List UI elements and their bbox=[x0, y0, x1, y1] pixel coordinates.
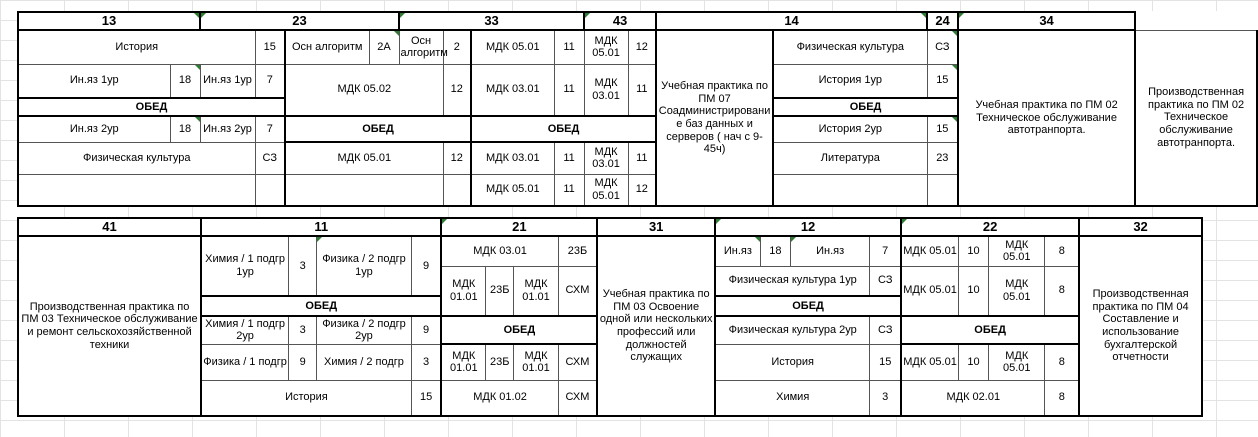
lesson-cell: Физическая культура bbox=[773, 30, 927, 64]
lesson-cell: МДК 01.01 bbox=[441, 344, 485, 380]
empty-cell bbox=[285, 174, 443, 206]
lesson-cell: Химия bbox=[715, 380, 870, 416]
group-header-32: 32 bbox=[1079, 218, 1202, 236]
room-cell: 11 bbox=[554, 30, 584, 64]
practice-description-43: Учебная практика по ПМ 07 Соадминистрировани е баз данных и серверов ( нач с 9-45ч) bbox=[656, 30, 773, 206]
room-cell: 9 bbox=[411, 236, 441, 296]
group-header-24: 24 bbox=[927, 12, 958, 30]
room-cell: 8 bbox=[1045, 344, 1079, 380]
room-cell: 11 bbox=[554, 64, 584, 116]
group-header-13: 13 bbox=[18, 12, 200, 30]
lesson-cell: История 2ур bbox=[773, 116, 927, 142]
lesson-cell: История bbox=[715, 344, 870, 380]
room-cell: 9 bbox=[411, 316, 441, 344]
room-cell: 11 bbox=[554, 142, 584, 174]
lesson-cell: МДК 05.01 bbox=[471, 174, 554, 206]
lesson-cell: МДК 05.01 bbox=[989, 344, 1045, 380]
schedule-table-bottom bbox=[17, 217, 1203, 417]
room-cell: 23Б bbox=[486, 344, 514, 380]
lesson-cell: МДК 05.01 bbox=[285, 142, 443, 174]
room-cell: 3 bbox=[289, 236, 317, 296]
group-header-43: 43 bbox=[584, 12, 656, 30]
room-cell: 8 bbox=[1045, 380, 1079, 416]
lunch-break: ОБЕД bbox=[285, 116, 471, 142]
room-cell: 2А bbox=[369, 30, 399, 64]
group-header-14: 14 bbox=[656, 12, 927, 30]
empty-cell bbox=[443, 174, 471, 206]
group-header-22: 22 bbox=[901, 218, 1079, 236]
lesson-cell: МДК 05.02 bbox=[285, 64, 443, 116]
lunch-break: ОБЕД bbox=[441, 316, 597, 344]
lesson-cell: МДК 03.01 bbox=[471, 64, 554, 116]
lesson-cell: МДК 01.02 bbox=[441, 380, 558, 416]
room-cell: 23Б bbox=[558, 236, 597, 266]
group-header-34: 34 bbox=[958, 12, 1135, 30]
room-cell: 12 bbox=[443, 64, 471, 116]
room-cell: 15 bbox=[927, 116, 958, 142]
practice-description-31: Учебная практика по ПМ 03 Освоение одной или нескольких профессий или должностей служащих bbox=[597, 236, 715, 416]
room-cell: 23Б bbox=[486, 266, 514, 316]
room-cell: 3 bbox=[870, 380, 901, 416]
room-cell: СХМ bbox=[558, 266, 597, 316]
room-cell: 11 bbox=[554, 174, 584, 206]
practice-description-41: Производственная практика по ПМ 03 Техническое обслуживание и ремонт сельскохозяйственной техники bbox=[18, 236, 201, 416]
lesson-cell: История bbox=[201, 380, 411, 416]
lesson-cell: МДК 01.01 bbox=[514, 344, 558, 380]
room-cell: 11 bbox=[628, 64, 656, 116]
room-cell: СХМ bbox=[558, 344, 597, 380]
room-cell: СЗ bbox=[870, 316, 901, 344]
room-cell: 12 bbox=[628, 30, 656, 64]
room-cell: 15 bbox=[927, 64, 958, 98]
room-cell: 12 bbox=[628, 174, 656, 206]
group-header-41: 41 bbox=[18, 218, 201, 236]
empty-cell bbox=[927, 174, 958, 206]
lesson-cell: История bbox=[18, 30, 255, 64]
lesson-cell: МДК 03.01 bbox=[441, 236, 558, 266]
lesson-cell: Ин.яз 2ур bbox=[200, 116, 255, 142]
room-cell: 7 bbox=[870, 236, 901, 266]
room-cell: 3 bbox=[411, 344, 441, 380]
room-cell: 8 bbox=[1045, 266, 1079, 316]
lunch-break: ОБЕД bbox=[773, 98, 958, 116]
lesson-cell: МДК 05.01 bbox=[584, 174, 628, 206]
lesson-cell: Ин.яз bbox=[715, 236, 760, 266]
practice-description-32: Производственная практика по ПМ 04 Составление и использование бухгалтерской отчетности bbox=[1079, 236, 1202, 416]
lesson-cell: Химия / 2 подгр bbox=[317, 344, 412, 380]
room-cell: 15 bbox=[255, 30, 285, 64]
lesson-cell: Физика / 1 подгр bbox=[201, 344, 289, 380]
room-cell: 10 bbox=[958, 266, 988, 316]
room-cell: 8 bbox=[1045, 236, 1079, 266]
room-cell: 15 bbox=[411, 380, 441, 416]
lunch-break: ОБЕД bbox=[201, 296, 441, 316]
room-cell: 18 bbox=[170, 116, 200, 142]
room-cell: 15 bbox=[870, 344, 901, 380]
room-cell: 2 bbox=[443, 30, 471, 64]
room-cell: 9 bbox=[289, 344, 317, 380]
lunch-break: ОБЕД bbox=[715, 296, 901, 316]
room-cell: СХМ bbox=[558, 380, 597, 416]
room-cell: СЗ bbox=[927, 30, 958, 64]
lesson-cell: Химия / 1 подгр 1ур bbox=[201, 236, 289, 296]
lesson-cell: Ин.яз 1ур bbox=[200, 64, 255, 98]
lesson-cell: МДК 05.01 bbox=[901, 236, 958, 266]
room-cell: СЗ bbox=[255, 142, 285, 174]
lesson-cell: Физическая культура 2ур bbox=[715, 316, 870, 344]
group-header-11: 11 bbox=[201, 218, 441, 236]
lesson-cell: Физическая культура bbox=[18, 142, 255, 174]
lesson-cell: МДК 05.01 bbox=[901, 344, 958, 380]
room-cell: 10 bbox=[958, 236, 988, 266]
group-header-33: 33 bbox=[399, 12, 584, 30]
lesson-cell: МДК 02.01 bbox=[901, 380, 1045, 416]
lesson-cell: МДК 05.01 bbox=[471, 30, 554, 64]
room-cell: СЗ bbox=[870, 266, 901, 296]
room-cell: 18 bbox=[760, 236, 790, 266]
lesson-cell: Физика / 2 подгр 1ур bbox=[317, 236, 412, 296]
group-header-31: 31 bbox=[597, 218, 715, 236]
room-cell: 23 bbox=[927, 142, 958, 174]
lesson-cell: МДК 03.01 bbox=[584, 142, 628, 174]
room-cell: 18 bbox=[170, 64, 200, 98]
room-cell: 7 bbox=[255, 64, 285, 98]
lesson-cell: МДК 05.01 bbox=[584, 30, 628, 64]
room-cell: 7 bbox=[255, 116, 285, 142]
lesson-cell: МДК 01.01 bbox=[514, 266, 558, 316]
lesson-cell: Ин.яз bbox=[790, 236, 869, 266]
room-cell: 10 bbox=[958, 344, 988, 380]
lunch-break: ОБЕД bbox=[471, 116, 656, 142]
lesson-cell: МДК 05.01 bbox=[989, 236, 1045, 266]
lesson-cell: Осн алгоритм bbox=[285, 30, 369, 64]
practice-description-24: Учебная практика по ПМ 02 Техническое обслуживание автотранпорта. bbox=[958, 30, 1135, 206]
empty-cell bbox=[773, 174, 927, 206]
lesson-cell: Ин.яз 1ур bbox=[18, 64, 170, 98]
lesson-cell: МДК 03.01 bbox=[584, 64, 628, 116]
lesson-cell: МДК 01.01 bbox=[441, 266, 485, 316]
schedule-table-top bbox=[17, 11, 1258, 207]
group-header-21: 21 bbox=[441, 218, 597, 236]
lesson-cell: Физическая культура 1ур bbox=[715, 266, 870, 296]
lesson-cell: Осн алгоритм bbox=[399, 30, 443, 64]
lesson-cell: История 1ур bbox=[773, 64, 927, 98]
room-cell: 12 bbox=[443, 142, 471, 174]
lunch-break: ОБЕД bbox=[901, 316, 1079, 344]
lesson-cell: МДК 05.01 bbox=[901, 266, 958, 316]
lesson-cell: Литература bbox=[773, 142, 927, 174]
room-cell: 3 bbox=[289, 316, 317, 344]
practice-description-34: Производственная практика по ПМ 02 Техническое обслуживание автотранпорта. bbox=[1135, 30, 1257, 206]
room-cell: 11 bbox=[628, 142, 656, 174]
group-header-23: 23 bbox=[200, 12, 399, 30]
empty-cell bbox=[18, 174, 255, 206]
empty-cell bbox=[255, 174, 285, 206]
lesson-cell: Физика / 2 подгр 2ур bbox=[317, 316, 412, 344]
lesson-cell: Ин.яз 2ур bbox=[18, 116, 170, 142]
lesson-cell: МДК 03.01 bbox=[471, 142, 554, 174]
group-header-12: 12 bbox=[715, 218, 901, 236]
lesson-cell: МДК 05.01 bbox=[989, 266, 1045, 316]
lesson-cell: Химия / 1 подгр 2ур bbox=[201, 316, 289, 344]
lunch-break: ОБЕД bbox=[18, 98, 285, 116]
